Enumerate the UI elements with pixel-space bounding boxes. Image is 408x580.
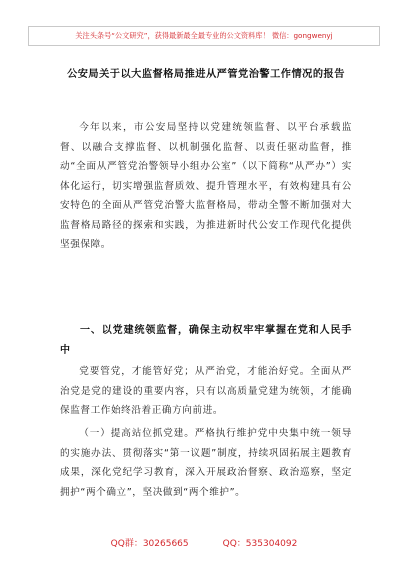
qq-group-text: QQ群：30265665 [110,539,189,549]
section-1-heading: 一、以党建统领监督，确保主动权牢牢掌握在党和人民手中 [60,325,352,356]
qq-number-text: QQ：535304092 [222,539,298,549]
section-1-paragraph: 党要管党，才能管好党；从严治党，才能治好党。全面从严治党是党的建设的重要内容，只有以高质量党建为统领，才能确保监督工作始终沿着正确方向前进。 [60,366,352,416]
contact-footer [0,536,408,549]
intro-paragraph: 今年以来，市公安局坚持以党建统领监督、以平台承载监督、以融合支撑监督、以机制强化监督、以责任驱动监督，推动“全面从严管党治警领导小组办公室”（以下简称“从严办”）实体化运行，切实增强监督质效、提升管理水平，有效构建具有公安特色的全面从严管党治警大监督格局，带动全警不断加强对大监督格局路径的探索和实践，为推进新时代公安工作现代化提供坚强保障。 [60,122,352,250]
promo-banner-text: 关注头条号“公文研究”，获得最新最全最专业的公文资料库！ 微信：gongwenyj [75,31,333,40]
document-title: 公安局关于以大监督格局推进从严管党治警工作情况的报告 [67,69,345,80]
promo-banner [28,26,380,46]
subsection-1-paragraph: （一）提高站位抓党建。严格执行维护党中央集中统一领导的实施办法、贯彻落实“第一议题”制度，持续巩固拓展主题教育成果，深化党纪学习教育，深入开展政治督察、政治巡察，坚定拥护“两个确立”，坚决做到“两个维护”。 [60,428,352,498]
